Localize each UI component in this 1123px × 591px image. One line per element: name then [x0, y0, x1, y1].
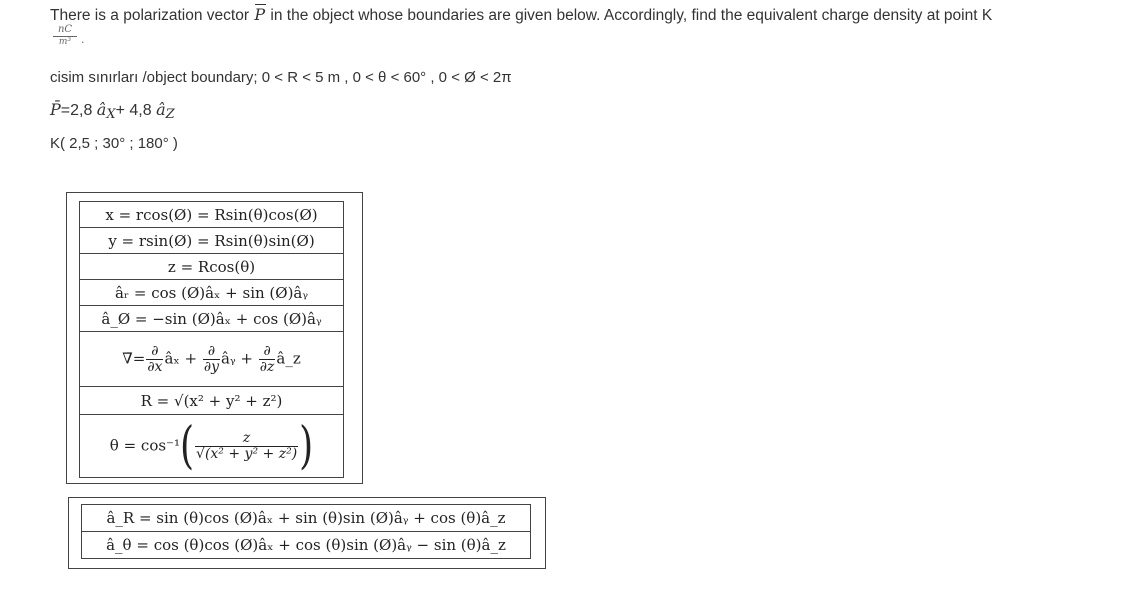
formula-theta — [80, 415, 344, 478]
formula-nabla — [80, 332, 344, 387]
unit-denominator: m³ — [58, 37, 72, 47]
unit-suffix: . — [81, 33, 85, 46]
unit-vector-table — [81, 504, 531, 559]
theta-numerator: z — [242, 429, 251, 446]
partial-z: $\frac{\partial}{\partial z}$ — [259, 342, 275, 375]
unit-fraction — [53, 24, 85, 48]
nabla-az: â_z — [276, 349, 301, 367]
theta-lhs: θ = cos⁻¹ — [109, 436, 180, 454]
point-k: K( 2,5 ; 30° ; 180° ) — [50, 135, 178, 152]
theta-denominator: √(x² + y² + z²) — [196, 445, 298, 462]
polarization-plus: + 4,8 — [115, 102, 157, 119]
formula-aphi: â_Ø = −sin (Ø)âₓ + cos (Ø)âᵧ — [80, 306, 344, 332]
nabla-ay: âᵧ + — [221, 349, 253, 367]
polarization-eq: =2,8 — [60, 102, 97, 119]
partial-x: $\frac{\partial}{\partial x}$ — [147, 342, 163, 375]
partial-y: $\frac{\partial}{\partial y}$ — [203, 342, 220, 375]
question-rest: in the object whose boundaries are given below. Accordingly, find the equivalent charge density at point K — [270, 7, 993, 24]
formula-table — [79, 201, 344, 478]
formula-r: R = √(x² + y² + z²) — [80, 387, 344, 415]
object-boundary: cisim sınırları /object boundary; 0 < R < 5 m , 0 < θ < 60° , 0 < Ø < 2π — [50, 69, 512, 86]
nabla-lhs: ∇̄= — [122, 349, 146, 367]
unit-vector-x-sub: X — [106, 107, 116, 122]
formula-ar: âᵣ = cos (Ø)âₓ + sin (Ø)âᵧ — [80, 280, 344, 306]
polarization-symbol: P — [254, 5, 266, 24]
formula-aR: â_R = sin (θ)cos (Ø)âₓ + sin (θ)sin (Ø)âᵧ + cos (θ)â_z — [82, 505, 531, 532]
theta-fraction — [195, 431, 298, 462]
unit-vector-x: â — [96, 100, 107, 119]
paren-right: ) — [299, 417, 314, 475]
question-text — [50, 5, 992, 25]
polarization-lhs: P̄ — [50, 100, 61, 119]
formula-z: z = Rcos(θ) — [80, 254, 344, 280]
formula-x: x = rcos(Ø) = Rsin(θ)cos(Ø) — [80, 202, 344, 228]
formula-y: y = rsin(Ø) = Rsin(θ)sin(Ø) — [80, 228, 344, 254]
unit-vector-z-sub: Z — [165, 107, 175, 122]
polarization-equation — [50, 100, 175, 122]
nabla-ax: âₓ + — [164, 349, 198, 367]
unit-vector-z: â — [156, 100, 166, 119]
unit-numerator: nC — [53, 24, 77, 37]
question-lead: There is a polarization vector — [50, 7, 250, 24]
formula-atheta: â_θ = cos (θ)cos (Ø)âₓ + cos (θ)sin (Ø)âᵧ − sin (θ)â_z — [82, 532, 531, 559]
paren-left: ( — [179, 417, 195, 475]
